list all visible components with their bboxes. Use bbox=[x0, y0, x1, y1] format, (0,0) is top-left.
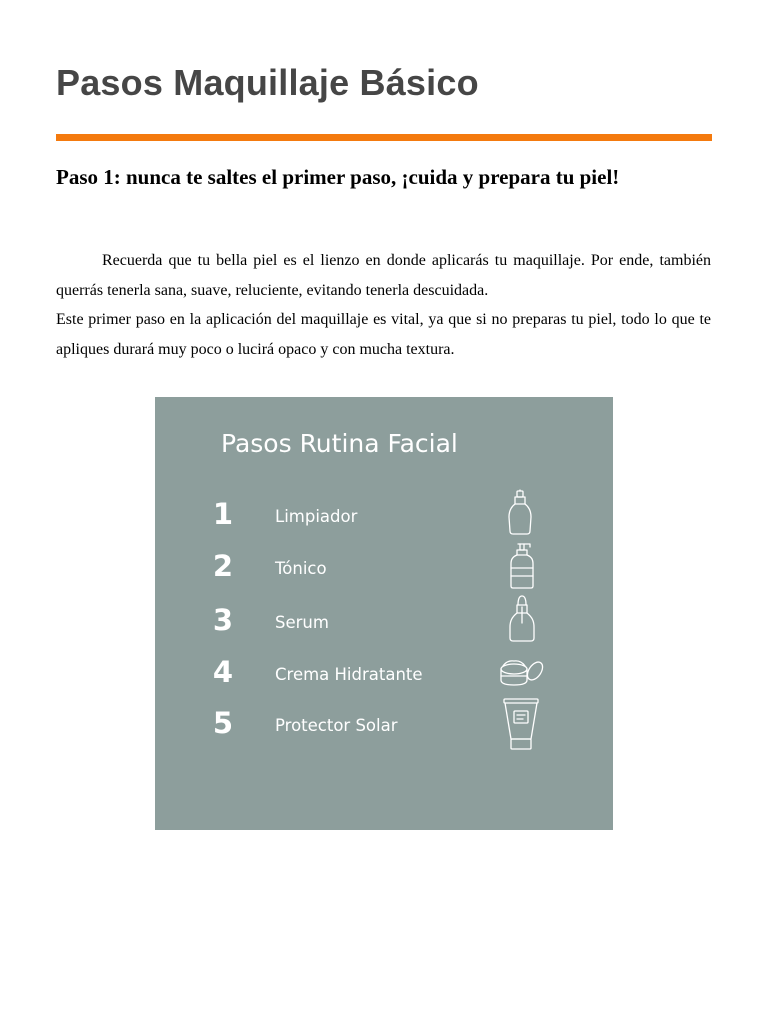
step-label: Crema Hidratante bbox=[275, 665, 423, 684]
cleanser-bottle-icon bbox=[495, 489, 547, 545]
step-number: 5 bbox=[212, 706, 234, 740]
step-label: Tónico bbox=[275, 559, 327, 578]
pump-bottle-icon bbox=[495, 540, 547, 596]
paragraph-2: Este primer paso en la aplicación del maquillaje es vital, ya que si no preparas tu piel, todo lo que te apliques durará muy poco o lucirá opaco y con mucha textura. bbox=[56, 311, 711, 358]
step-label: Protector Solar bbox=[275, 716, 398, 735]
cream-jar-icon bbox=[495, 647, 547, 703]
step-number: 3 bbox=[212, 603, 234, 637]
step-label: Limpiador bbox=[275, 507, 358, 526]
sunscreen-tube-icon bbox=[495, 697, 547, 753]
step-heading: Paso 1: nunca te saltes el primer paso, ¡cuida y prepara tu piel! bbox=[56, 165, 620, 189]
paragraph-1: Recuerda que tu bella piel es el lienzo en donde aplicarás tu maquillaje. Por ende, también querrás tenerla sana, suave, reluciente, evitando tenerla descuidada. bbox=[56, 252, 711, 299]
infographic-title: Pasos Rutina Facial bbox=[221, 429, 458, 458]
step-label: Serum bbox=[275, 613, 329, 632]
step-number: 2 bbox=[212, 549, 234, 583]
step-number: 1 bbox=[212, 497, 234, 531]
dropper-bottle-icon bbox=[495, 593, 547, 649]
step-number: 4 bbox=[212, 655, 234, 689]
body-text bbox=[56, 246, 711, 364]
page-title: Pasos Maquillaje Básico bbox=[56, 62, 479, 103]
routine-infographic bbox=[155, 397, 613, 830]
title-divider bbox=[56, 134, 712, 141]
